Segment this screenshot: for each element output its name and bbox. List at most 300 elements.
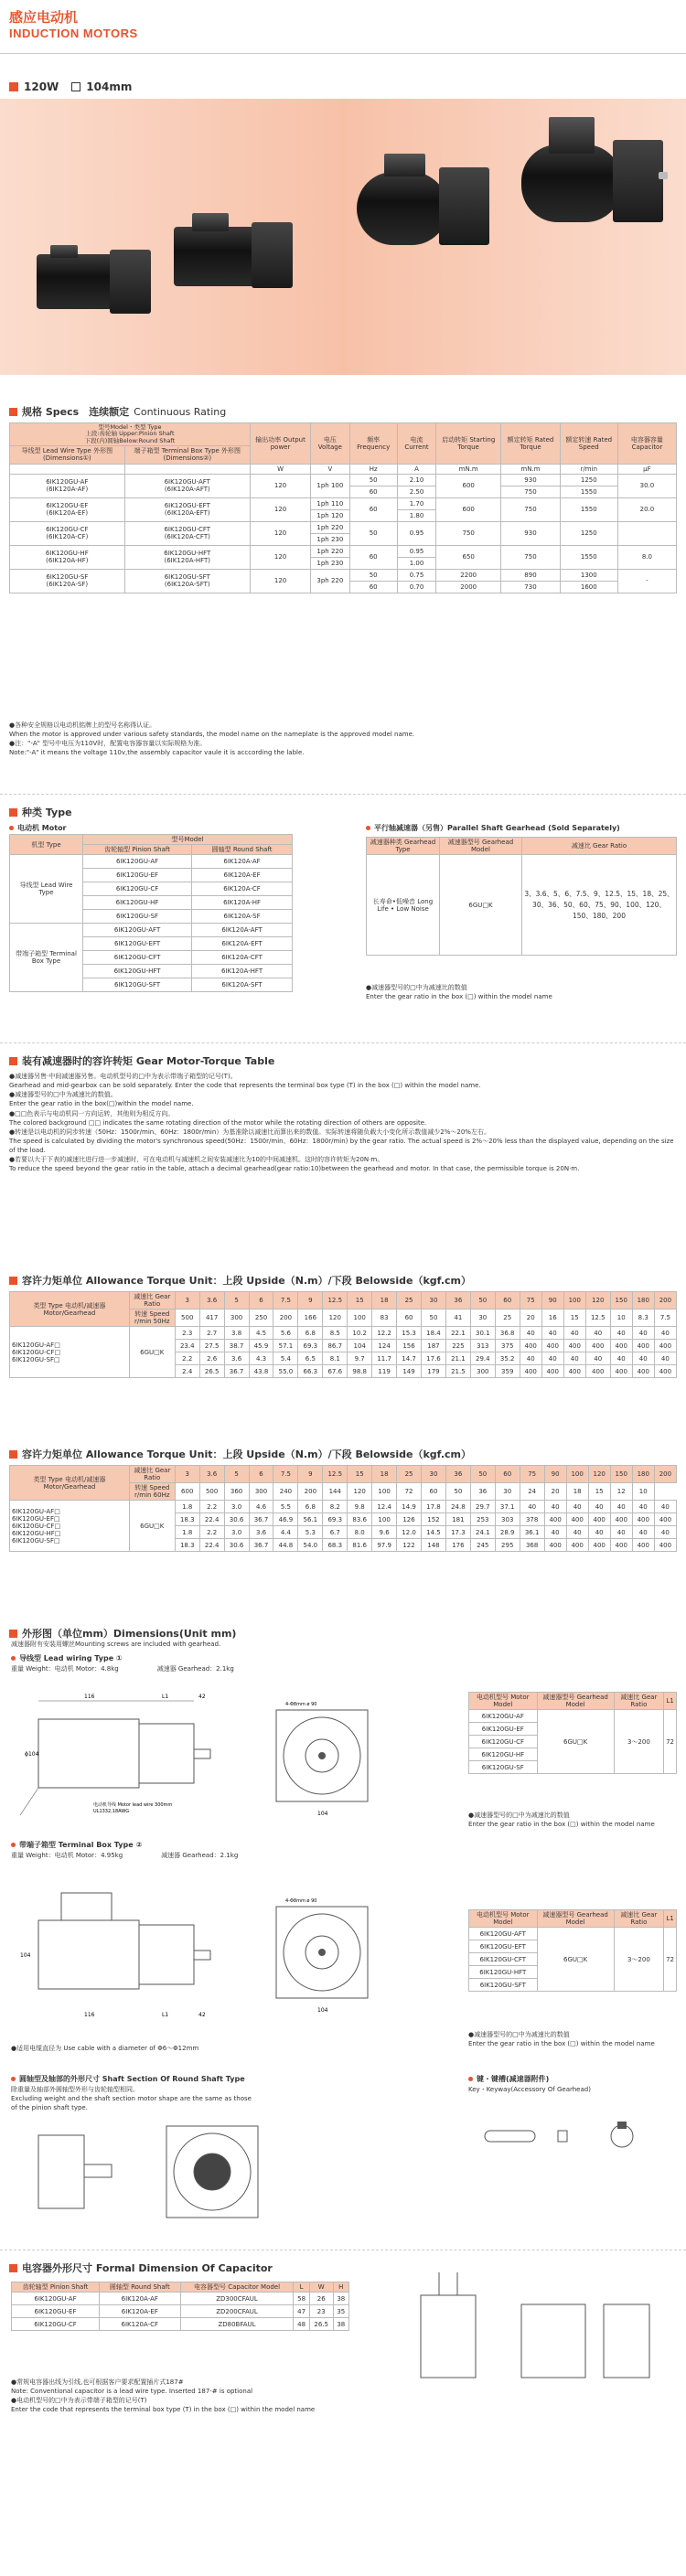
cell: 6IK120A-AFT xyxy=(192,924,293,937)
cell: 6IK120GU-EF xyxy=(12,2305,100,2318)
cell: 6IK120A-SFT xyxy=(192,978,293,992)
cell: 8.1 xyxy=(323,1352,348,1365)
model-row xyxy=(469,1710,677,1723)
header-row xyxy=(12,2282,349,2293)
cell: 6IK120GU-EF xyxy=(83,869,192,882)
cell: 6IK120A-AF xyxy=(100,2293,181,2305)
cell: 400 xyxy=(654,1539,676,1552)
cell: 0.70 xyxy=(397,581,435,593)
terminal-model-table xyxy=(468,1909,677,1992)
frame-label: 104mm xyxy=(86,80,133,93)
dim-c: 42 xyxy=(198,2012,206,2018)
cell: 8.5 xyxy=(323,1327,348,1340)
power-label: 120W xyxy=(24,80,59,93)
cell: 28.9 xyxy=(495,1526,520,1539)
spec-row xyxy=(10,521,677,533)
cell: 6IK120GU-EFT xyxy=(83,937,192,951)
lead-type-label: 导线型 Lead wiring Type ① xyxy=(11,1653,123,1663)
cell: 40 xyxy=(566,1526,588,1539)
note-line: ●□□色表示与电动机同一方向运转，其他则为相反方向。 xyxy=(9,1109,175,1117)
cell: 12.5 xyxy=(585,1309,610,1327)
cell: 10 xyxy=(632,1483,654,1501)
cell: 21.1 xyxy=(445,1352,470,1365)
header-cell: 15 xyxy=(348,1292,372,1309)
cell: 100 xyxy=(348,1309,372,1327)
cell: 179 xyxy=(422,1365,446,1378)
cell: 6IK120GU-HF (6IK120A-HF) xyxy=(10,545,125,569)
cell: 120 xyxy=(250,545,310,569)
cell: 6IK120GU-AFT xyxy=(83,924,192,937)
cell: 69.3 xyxy=(298,1340,323,1352)
cell: 750 xyxy=(501,486,561,497)
dim-e: 104 xyxy=(317,2007,328,2014)
cell: 24.1 xyxy=(470,1526,495,1539)
cell: 22.1 xyxy=(445,1327,470,1340)
header-cell: 150 xyxy=(610,1292,632,1309)
ratio-row xyxy=(10,1292,677,1309)
cell: 1600 xyxy=(560,581,617,593)
cell: 148 xyxy=(422,1539,446,1552)
cell: 6IK120GU-SF xyxy=(83,910,192,924)
cell: 36.7 xyxy=(249,1539,273,1552)
header-cell: 减速比 Gear Ratio xyxy=(614,1693,663,1710)
cell: 23 xyxy=(309,2305,333,2318)
cell: 400 xyxy=(610,1340,632,1352)
square-icon xyxy=(9,82,18,91)
header-cell: 6 xyxy=(249,1292,273,1309)
type-section-title: 种类 Type xyxy=(9,805,72,819)
capacitor-title: 电容器外形尺寸 Formal Dimension Of Capacitor xyxy=(9,2261,273,2275)
spec-row xyxy=(10,474,677,486)
header-cell: 7.5 xyxy=(273,1292,298,1309)
cell: 30 xyxy=(495,1483,520,1501)
cell: 60 xyxy=(349,581,397,593)
header-cell: 减速比 Gear Ratio xyxy=(129,1292,175,1309)
cell: 2.2 xyxy=(199,1526,224,1539)
cell: 12.4 xyxy=(372,1501,397,1513)
cell: 1ph 100 xyxy=(311,474,349,497)
cell: 4.3 xyxy=(249,1352,273,1365)
cell: 29.4 xyxy=(470,1352,495,1365)
cell: 26.5 xyxy=(199,1365,224,1378)
product-photo xyxy=(0,99,686,375)
cell: 417 xyxy=(199,1309,224,1327)
header-cell: L xyxy=(294,2282,309,2293)
cell: 6IK120GU-EF xyxy=(469,1723,538,1736)
cell: 400 xyxy=(588,1513,610,1526)
cell: 359 xyxy=(495,1365,520,1378)
cell: 22.4 xyxy=(199,1539,224,1552)
cell: 2.7 xyxy=(199,1327,224,1340)
dim-f: 4-Φ8mm ø 90 xyxy=(285,1898,317,1904)
cell: 6IK120GU-AF xyxy=(12,2293,100,2305)
cell: 6IK120GU-SFT xyxy=(469,1979,538,1992)
header-cell: 75 xyxy=(520,1466,544,1483)
cell: 400 xyxy=(566,1513,588,1526)
cell: 38 xyxy=(333,2293,348,2305)
header-cell: 12.5 xyxy=(323,1292,348,1309)
cell: 55.0 xyxy=(273,1365,298,1378)
divider xyxy=(0,1042,686,1043)
specs-section-title: 规格 Specs 连续额定 Continuous Rating xyxy=(9,404,226,419)
cell: 500 xyxy=(175,1309,199,1327)
header-cell: 30 xyxy=(422,1466,446,1483)
cell: 2.6 xyxy=(199,1352,224,1365)
header-cell: 齿轮轴型 Pinion Shaft xyxy=(12,2282,100,2293)
header-cell: 5 xyxy=(224,1466,249,1483)
cell: 368 xyxy=(520,1539,544,1552)
cell: 带端子箱型 Terminal Box Type xyxy=(10,924,83,992)
note-line: ●减速器型号的□中为减速比的数值 xyxy=(468,1812,570,1819)
cell: 6IK120GU-EFT xyxy=(469,1940,538,1953)
cell: 6IK120A-EF xyxy=(192,869,293,882)
cell: 600 xyxy=(436,474,501,497)
header-cell: L1 xyxy=(664,1910,677,1928)
header-cell: 180 xyxy=(632,1466,654,1483)
cell: 225 xyxy=(445,1340,470,1352)
note-line: ●注："-A" 型号中电压为110V时，配置电容器容量以实际规格为准。 xyxy=(9,740,207,748)
cell: 400 xyxy=(610,1513,632,1526)
header-cell: 9 xyxy=(298,1292,323,1309)
th-starting-torque: 启动转矩 Starting Torque xyxy=(436,423,501,465)
header-cell: 5 xyxy=(224,1292,249,1309)
cell: 1ph 230 xyxy=(311,557,349,569)
cell: 400 xyxy=(563,1365,585,1378)
torque-row xyxy=(10,1501,677,1513)
cell: 18 xyxy=(566,1483,588,1501)
header-cell: 60 xyxy=(495,1292,520,1309)
cell: 6IK120GU-EFT (6IK120A-EFT) xyxy=(124,497,250,521)
cell: 40 xyxy=(610,1352,632,1365)
terminal-type-label: 带端子箱型 Terminal Box Type ② xyxy=(11,1840,142,1850)
cell: 400 xyxy=(541,1365,563,1378)
th-term: 端子箱型 Terminal Box Type 外形图(Dimensions②) xyxy=(124,446,250,464)
cell: 1ph 220 xyxy=(311,521,349,533)
header-cell: 9 xyxy=(298,1466,323,1483)
cell: 400 xyxy=(585,1340,610,1352)
header-cell: 15 xyxy=(348,1466,372,1483)
cell: 12.0 xyxy=(397,1526,422,1539)
header-cell: 3 xyxy=(175,1292,199,1309)
specs-table xyxy=(9,422,677,593)
cell: 60 xyxy=(349,486,397,497)
cell: 40 xyxy=(654,1501,676,1513)
cell: 36.7 xyxy=(249,1513,273,1526)
cell: 300 xyxy=(249,1483,273,1501)
cell: 176 xyxy=(445,1539,470,1552)
cell: 6IK120GU-HFT xyxy=(469,1966,538,1979)
cell: 0.95 xyxy=(397,545,435,557)
round-shaft-label: 圆轴型及轴部的外形尺寸 Shaft Section Of Round Shaft Type xyxy=(11,2074,245,2084)
allowance-50-title: 容许力矩单位 Allowance Torque Unit：上段 Upside（N.m）/下段 Belowside（kgf.cm） xyxy=(9,1273,471,1288)
th-freq: 频率 Frequency xyxy=(349,423,397,465)
lead-weight: 重量 Weight：电动机 Motor：4.8kg 减速器 Gearhead：2.1kg xyxy=(11,1665,234,1673)
cell: 3ph 220 xyxy=(311,569,349,593)
cell: 378 xyxy=(520,1513,544,1526)
cell: 187 xyxy=(422,1340,446,1352)
lead-drawing xyxy=(11,1687,395,1829)
cell: 50 xyxy=(349,569,397,581)
cell: 9.7 xyxy=(348,1352,372,1365)
dim-b: L1 xyxy=(162,2012,169,2018)
note-line: ●各种安全规格以电动机铭牌上的型号名称得认证。 xyxy=(9,721,156,729)
cell: 40 xyxy=(520,1501,544,1513)
header-cell: 转速 Speed r/min 60Hz xyxy=(129,1483,175,1501)
cell: 240 xyxy=(273,1483,298,1501)
note-line: ●电动机型号的□中为表示带端子箱型的记号(T) xyxy=(11,2397,147,2405)
header-cell: 减速器型号 Gearhead Model xyxy=(537,1693,614,1710)
cell: 119 xyxy=(372,1365,397,1378)
header-cell: 50 xyxy=(470,1466,495,1483)
cell: 36 xyxy=(470,1483,495,1501)
header-cell: 75 xyxy=(520,1292,541,1309)
cell: 6IK120GU-AFT (6IK120A-AFT) xyxy=(124,474,250,497)
cell: 30.6 xyxy=(224,1513,249,1526)
dim-h: UL1332,18AWG xyxy=(93,1809,130,1814)
cell: 6IK120GU-CFT (6IK120A-CFT) xyxy=(124,521,250,545)
page-header xyxy=(9,7,138,40)
cell: 400 xyxy=(566,1539,588,1552)
cell: 97.9 xyxy=(372,1539,397,1552)
cell: 36.8 xyxy=(495,1327,520,1340)
cell: 6IK120GU-CFT xyxy=(83,951,192,965)
cell: 16 xyxy=(541,1309,563,1327)
header-cell: 200 xyxy=(654,1466,676,1483)
allowance-60-table xyxy=(9,1465,677,1552)
header-cell: 36 xyxy=(445,1466,470,1483)
torque-section-title: 装有减速器时的容许转矩 Gear Motor-Torque Table xyxy=(9,1053,274,1068)
cell: 1300 xyxy=(560,569,617,581)
cell: 18.3 xyxy=(175,1513,199,1526)
cell: 44.8 xyxy=(273,1539,298,1552)
cell: 1550 xyxy=(560,497,617,521)
cell: 40 xyxy=(585,1327,610,1340)
th-lead: 导线型 Lead Wire Type 外形图(Dimensions①) xyxy=(10,446,125,464)
cell: 1550 xyxy=(560,545,617,569)
cell: 400 xyxy=(544,1513,566,1526)
cell: 400 xyxy=(654,1513,676,1526)
cell: 6IK120GU-HFT (6IK120A-HFT) xyxy=(124,545,250,569)
cell: 144 xyxy=(323,1483,348,1501)
cell: 18.4 xyxy=(422,1327,446,1340)
cell: 30.0 xyxy=(617,474,676,497)
cell: 100 xyxy=(372,1483,397,1501)
cell: 6IK120A-AF xyxy=(192,855,293,869)
cell: 400 xyxy=(610,1539,632,1552)
gearhead-note xyxy=(366,983,552,1001)
round-shaft-notes: 除重量及轴部外圆轴型外形与齿轮轴型相同。 Excluding weight and the shaft section motor shape are the same as those of the pinion shaft type. xyxy=(11,2086,252,2112)
header-cell: 90 xyxy=(544,1466,566,1483)
cell: 600 xyxy=(175,1483,199,1501)
cell: 300 xyxy=(224,1309,249,1327)
cell: ZD80BFAUL xyxy=(180,2318,294,2331)
cell: 2.50 xyxy=(397,486,435,497)
note-line: ●减速器另售·中间减速器另售。电动机型号的□中为表示带端子箱型的记号(T)。 xyxy=(9,1073,237,1080)
cell: 86.7 xyxy=(323,1340,348,1352)
th-output: 输出功率 Output power xyxy=(250,423,310,465)
type-row xyxy=(10,924,293,937)
header-cell: 7.5 xyxy=(273,1466,298,1483)
cell: 253 xyxy=(470,1513,495,1526)
cell: 181 xyxy=(445,1513,470,1526)
cell: Hz xyxy=(349,464,397,474)
cell: 6IK120GU-AF□ 6IK120GU-CF□ 6IK120GU-SF□ xyxy=(10,1327,130,1378)
terminal-note xyxy=(468,2030,655,2048)
cell: 2.10 xyxy=(397,474,435,486)
cell: 35 xyxy=(333,2305,348,2318)
model-row xyxy=(469,1928,677,1940)
cell: 5.5 xyxy=(273,1501,298,1513)
cell: ZD300CFAUL xyxy=(180,2293,294,2305)
cell: 1550 xyxy=(560,486,617,497)
cell: 1ph 120 xyxy=(311,509,349,521)
cell: 5.4 xyxy=(273,1352,298,1365)
cell: μF xyxy=(617,464,676,474)
cell: 149 xyxy=(397,1365,422,1378)
header-row xyxy=(469,1693,677,1710)
cell: 166 xyxy=(298,1309,323,1327)
cell: 24 xyxy=(520,1483,544,1501)
cell: 200 xyxy=(298,1483,323,1501)
dim-d: 104 xyxy=(20,1952,31,1959)
cell: 50 xyxy=(349,521,397,545)
note-line: ●转速是以电动机的同步转速（50Hz：1500r/min、60Hz：1800r/min）为基准除以减速比而算出来的数值。实际转速将随负载大小变化所示数值减少2%～20%左右。 xyxy=(9,1128,490,1136)
cell: 1.70 xyxy=(397,497,435,509)
cell: 10 xyxy=(610,1309,632,1327)
cell: 600 xyxy=(436,497,501,521)
cell: 6IK120GU-AFT xyxy=(469,1928,538,1940)
cell: 40 xyxy=(541,1352,563,1365)
divider xyxy=(0,794,686,795)
header-cell: 圆轴型 Round Shaft xyxy=(100,2282,181,2293)
cell: 5.6 xyxy=(273,1327,298,1340)
cell: 400 xyxy=(632,1365,654,1378)
cell: 6.7 xyxy=(323,1526,348,1539)
note-line: ●减速器型号的□中为减速比的数值。 xyxy=(9,1091,117,1099)
header-en: INDUCTION MOTORS xyxy=(9,27,138,40)
header-cell: 60 xyxy=(495,1466,520,1483)
note-line: The speed is calculated by dividing the motor's synchronous speed(50Hz：1500r/min、60Hz：1800r/min) by the gear ratio. The actual speed is 2%～20% less than the displayed value, depending on the size of the load. xyxy=(9,1137,674,1155)
cell: 4.4 xyxy=(273,1526,298,1539)
cell: 6IK120GU-SFT xyxy=(83,978,192,992)
cell: 6IK120GU-AF xyxy=(83,855,192,869)
cell: 104 xyxy=(348,1340,372,1352)
cell: 60 xyxy=(397,1309,422,1327)
cell: 3.6 xyxy=(224,1352,249,1365)
header-cell: W xyxy=(309,2282,333,2293)
header-cell: 类型 Type 电动机/减速器 Motor/Gearhead xyxy=(10,1292,130,1327)
cell: 40 xyxy=(520,1352,541,1365)
header-cell: 90 xyxy=(541,1292,563,1309)
header-cell: 180 xyxy=(632,1292,654,1309)
cell: 17.6 xyxy=(422,1352,446,1365)
cell: 2.2 xyxy=(199,1501,224,1513)
cell: 3.0 xyxy=(224,1526,249,1539)
cell: mN.m xyxy=(501,464,561,474)
cell: 400 xyxy=(520,1365,541,1378)
cell: 41 xyxy=(445,1309,470,1327)
note-line: To reduce the speed beyond the gear ratio in the table, attach a decimal gearhead(gear ratio:10)between the gearhead and motor. In that case, the permissible torque is 20N·m. xyxy=(9,1165,580,1173)
cell: 81.6 xyxy=(348,1539,372,1552)
cell: 67.6 xyxy=(323,1365,348,1378)
cell: 6GU□K xyxy=(537,1928,614,1992)
cell: 35.2 xyxy=(495,1352,520,1365)
terminal-drawing xyxy=(11,1870,395,2030)
header-cell: 12.5 xyxy=(323,1466,348,1483)
note-line: Enter the gear ratio in the box (□) within the model name xyxy=(468,2040,655,2048)
header-cell: 3 xyxy=(175,1466,199,1483)
cell: 83 xyxy=(372,1309,397,1327)
dim-f: 4-Φ8mm ø 90 xyxy=(285,1702,317,1707)
header-cell: 类型 Type 电动机/减速器 Motor/Gearhead xyxy=(10,1466,130,1501)
cell: 750 xyxy=(501,497,561,521)
cell: 50 xyxy=(445,1483,470,1501)
cell: 29.7 xyxy=(470,1501,495,1513)
cell: 40 xyxy=(544,1526,566,1539)
cell: 400 xyxy=(654,1340,676,1352)
cell: 1ph 110 xyxy=(311,497,349,509)
cell: 40 xyxy=(654,1526,676,1539)
cell: 14.9 xyxy=(397,1501,422,1513)
header-cell: 120 xyxy=(588,1466,610,1483)
cell: 40 xyxy=(566,1501,588,1513)
note-line: ●减速器型号的□中为减速比的数值 xyxy=(366,984,467,991)
cell: 245 xyxy=(470,1539,495,1552)
header-cell: 18 xyxy=(372,1466,397,1483)
cell: 48 xyxy=(294,2318,309,2331)
header-cell: L1 xyxy=(664,1693,677,1710)
cell: 40 xyxy=(544,1501,566,1513)
cell: 890 xyxy=(501,569,561,581)
cell: 20 xyxy=(544,1483,566,1501)
cell: 56.1 xyxy=(298,1513,323,1526)
cell: 295 xyxy=(495,1539,520,1552)
cell: 6IK120GU-AF (6IK120A-AF) xyxy=(10,474,125,497)
allowance-50-table xyxy=(9,1291,677,1378)
cell: 20.0 xyxy=(617,497,676,521)
cell: 14.7 xyxy=(397,1352,422,1365)
cell: 40 xyxy=(632,1501,654,1513)
cell: 36.7 xyxy=(224,1365,249,1378)
dimensions-sub: 减速器附有安装用螺丝Mounting screws are included with gearhead. xyxy=(11,1641,221,1648)
cell: 30.1 xyxy=(470,1327,495,1340)
header-cell: 电动机型号 Motor Model xyxy=(469,1910,538,1928)
cell: 6IK120GU-SF (6IK120A-SF) xyxy=(10,569,125,593)
cell: 400 xyxy=(632,1340,654,1352)
cell: 930 xyxy=(501,474,561,486)
cell: 40 xyxy=(610,1526,632,1539)
type-motor-table: 机型 Type 型号Model 齿轮轴型 Pinion Shaft 圆轴型 Round Shaft 导线型 Lead Wire Type 6IK120GU-AF 6IK120A-AF 6IK120GU-EF 6IK120A-EF 6IK120GU-CF 6IK120A-CF 6IK120GU-HF 6IK120A-HF 6IK120GU-SF 6IK120A-SF 带端子箱型 Terminal Box Type 6IK120GU-AFT 6IK120A-AFT 6IK120GU-EFT 6IK120A-EFT 6IK120GU-CFT 6IK120A-CFT 6IK120GU-HFT 6IK120A-HFT 6IK120GU-SFT 6IK120A-SFT xyxy=(9,834,293,992)
motor-subtitle: 电动机 Motor xyxy=(9,823,67,833)
cell: 6IK120GU-SF xyxy=(469,1761,538,1774)
cell: 2000 xyxy=(436,581,501,593)
cell: W xyxy=(250,464,310,474)
cell: 2.3 xyxy=(175,1327,199,1340)
cell: 750 xyxy=(501,545,561,569)
cell: 24.8 xyxy=(445,1501,470,1513)
cell: 15.3 xyxy=(397,1327,422,1340)
cell: 7.5 xyxy=(654,1309,676,1327)
header-cell: 25 xyxy=(397,1466,422,1483)
cell: mN.m xyxy=(436,464,501,474)
cell: 6IK120GU-CFT xyxy=(469,1953,538,1966)
cell: 360 xyxy=(224,1483,249,1501)
spec-row xyxy=(10,569,677,581)
cell: 6.5 xyxy=(298,1352,323,1365)
cell: 40 xyxy=(588,1526,610,1539)
cell: 4.5 xyxy=(249,1327,273,1340)
spec-row xyxy=(10,545,677,557)
